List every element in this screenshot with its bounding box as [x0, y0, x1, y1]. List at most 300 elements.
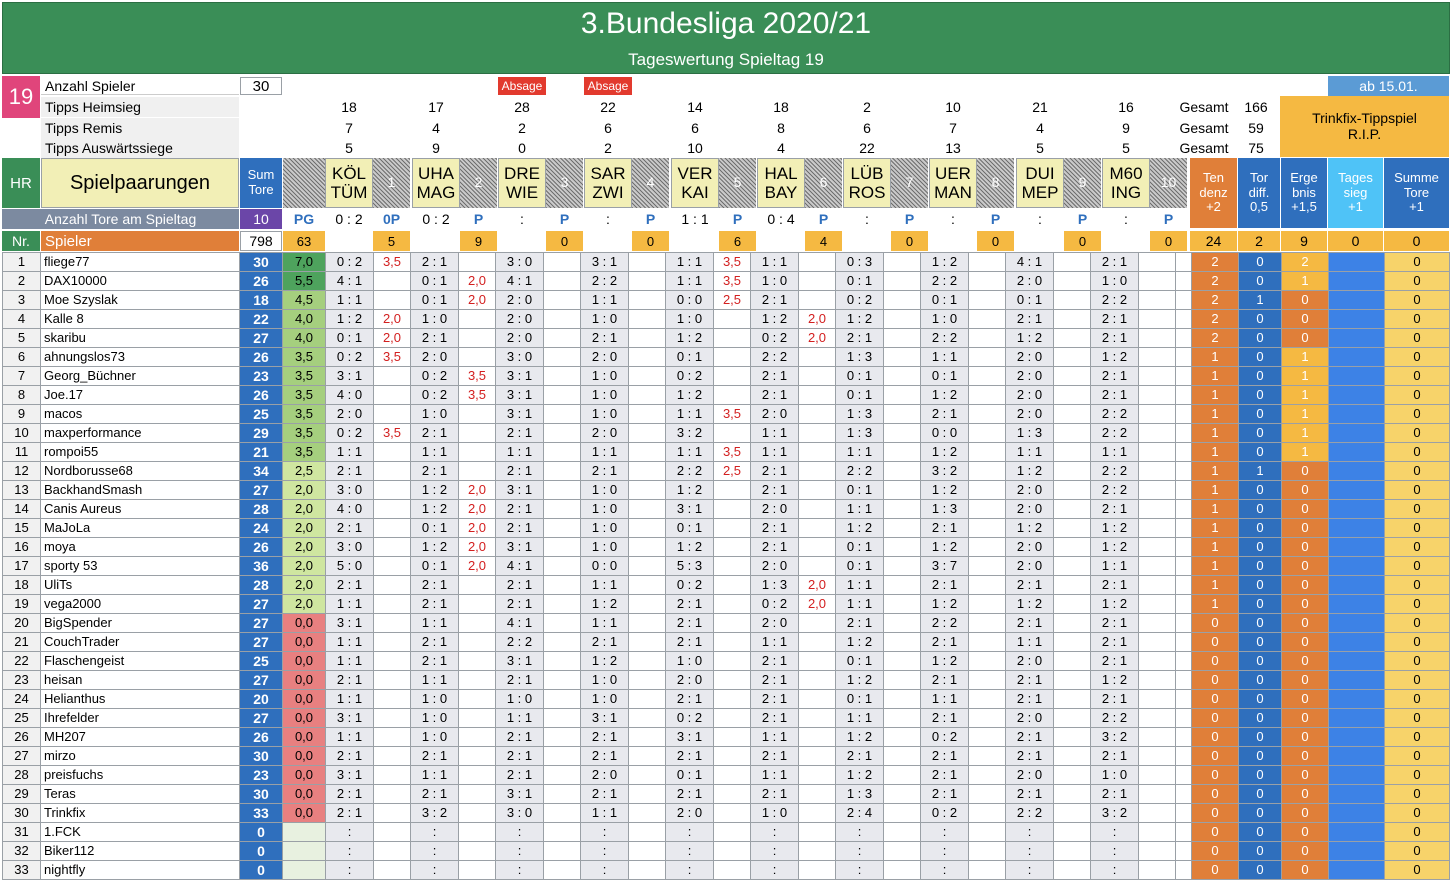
- player-tordiff: 0: [1239, 823, 1282, 842]
- player-tip: 2 : 2: [836, 462, 884, 481]
- player-tagessieg: [1329, 310, 1385, 329]
- player-tip: 2 : 1: [751, 462, 799, 481]
- player-points: [629, 329, 666, 348]
- player-sum-tore: 23: [240, 367, 283, 386]
- match-away-team: MAN: [934, 183, 972, 202]
- player-points: [969, 481, 1006, 500]
- player-tip: 2 : 0: [496, 310, 544, 329]
- player-tagessieg: [1329, 519, 1385, 538]
- player-points: [799, 690, 836, 709]
- spacer-cell: [1176, 690, 1192, 709]
- player-tendenz: 1: [1192, 576, 1239, 595]
- player-sum-tore: 20: [240, 690, 283, 709]
- player-row: [3, 481, 1450, 500]
- match-home-team: UER: [935, 163, 971, 183]
- player-tip: 1 : 2: [1091, 538, 1139, 557]
- anzahl-tore-label: Anzahl Tore am Spieltag: [2, 209, 239, 229]
- player-nr: 18: [3, 576, 41, 595]
- player-points: [969, 690, 1006, 709]
- tendenz-line1: Ten: [1203, 170, 1224, 186]
- player-points: [374, 405, 411, 424]
- player-points: [374, 291, 411, 310]
- player-tendenz: 2: [1192, 310, 1239, 329]
- player-tip: 2 : 1: [411, 747, 459, 766]
- player-nr: 28: [3, 766, 41, 785]
- player-tip: 2 : 1: [666, 595, 714, 614]
- player-tordiff: 0: [1239, 405, 1282, 424]
- match-number-label: 2: [474, 174, 483, 190]
- player-tip: 2 : 1: [751, 291, 799, 310]
- player-tip: 1 : 2: [836, 766, 884, 785]
- player-points: [884, 272, 921, 291]
- player-points: [714, 538, 751, 557]
- player-tip: 1 : 1: [411, 443, 459, 462]
- player-pg: 4,5: [283, 291, 326, 310]
- player-name: UliTs: [41, 576, 240, 595]
- player-tip: 3 : 1: [581, 709, 629, 728]
- player-tendenz: 1: [1192, 462, 1239, 481]
- player-summe-tore: 0: [1385, 614, 1450, 633]
- player-tip: 3 : 7: [921, 557, 969, 576]
- player-points: [459, 348, 496, 367]
- player-name: skaribu: [41, 329, 240, 348]
- player-points: [544, 329, 581, 348]
- player-points: [969, 842, 1006, 861]
- ergebnis-line2: bnis: [1292, 184, 1316, 200]
- player-tip: 1 : 1: [496, 709, 544, 728]
- player-name: MaJoLa: [41, 519, 240, 538]
- player-row: [3, 576, 1450, 595]
- player-tip: 3 : 1: [496, 386, 544, 405]
- player-tip: 2 : 1: [496, 500, 544, 519]
- player-name: preisfuchs: [41, 766, 240, 785]
- player-name: Kalle 8: [41, 310, 240, 329]
- player-nr: 5: [3, 329, 41, 348]
- player-tip: 5 : 0: [326, 557, 374, 576]
- player-row: [3, 804, 1450, 823]
- player-tordiff: 0: [1239, 652, 1282, 671]
- absage-badge: Absage: [584, 77, 632, 95]
- spacer-cell: [1176, 823, 1192, 842]
- player-tip: :: [581, 823, 629, 842]
- player-points: [799, 823, 836, 842]
- player-summe-tore: 0: [1385, 386, 1450, 405]
- player-sum-tore: 26: [240, 538, 283, 557]
- player-row: [3, 500, 1450, 519]
- player-tip: 1 : 1: [581, 804, 629, 823]
- player-points: [969, 424, 1006, 443]
- player-tip: :: [1091, 861, 1139, 880]
- player-tip: 1 : 1: [751, 424, 799, 443]
- player-tip: 2 : 0: [666, 671, 714, 690]
- player-points: [1139, 861, 1176, 880]
- player-tip: 1 : 1: [921, 690, 969, 709]
- match-away-team: MAG: [416, 183, 456, 202]
- player-points: [459, 310, 496, 329]
- player-tip: 0 : 2: [751, 329, 799, 348]
- player-summe-tore: 0: [1385, 861, 1450, 880]
- player-tip: 3 : 0: [496, 253, 544, 272]
- player-ergebnis: 0: [1282, 481, 1329, 500]
- player-points: [1054, 310, 1091, 329]
- player-points: 3,5: [714, 272, 751, 291]
- match-pair-6: [757, 158, 805, 208]
- player-tip: 1 : 0: [581, 386, 629, 405]
- tagessieg-line2: sieg: [1343, 184, 1368, 200]
- player-tip: 2 : 1: [1091, 614, 1139, 633]
- player-tip: 3 : 1: [666, 728, 714, 747]
- player-pg: 2,0: [283, 481, 326, 500]
- player-tip: 2 : 2: [1091, 709, 1139, 728]
- summe-tore-header: [1384, 158, 1449, 228]
- player-tip: 1 : 1: [751, 728, 799, 747]
- player-points: [799, 443, 836, 462]
- spacer-cell: [1176, 329, 1192, 348]
- player-tip: 1 : 0: [581, 500, 629, 519]
- player-points: [1054, 823, 1091, 842]
- player-points: [629, 709, 666, 728]
- player-tagessieg: [1329, 823, 1385, 842]
- player-points: [1139, 785, 1176, 804]
- player-tip: 2 : 0: [751, 500, 799, 519]
- player-row: [3, 272, 1450, 291]
- match-result: 0 : 4: [767, 211, 795, 227]
- player-points: [459, 633, 496, 652]
- player-summe-tore: 0: [1385, 747, 1450, 766]
- player-summe-tore: 0: [1385, 348, 1450, 367]
- player-tip: :: [666, 823, 714, 842]
- match-result: :: [951, 211, 955, 227]
- player-nr: 12: [3, 462, 41, 481]
- player-points: 2,0: [459, 538, 496, 557]
- gesamt-heim-value: 166: [1244, 99, 1268, 115]
- player-points: [714, 519, 751, 538]
- player-row: [3, 842, 1450, 861]
- player-tordiff: 0: [1239, 842, 1282, 861]
- player-points: [629, 766, 666, 785]
- player-tendenz: 0: [1192, 671, 1239, 690]
- player-points: [629, 405, 666, 424]
- player-pg: 4,0: [283, 329, 326, 348]
- player-nr: 30: [3, 804, 41, 823]
- player-points: [969, 671, 1006, 690]
- player-nr: 27: [3, 747, 41, 766]
- player-tip: 1 : 2: [411, 481, 459, 500]
- player-points: 3,5: [714, 253, 751, 272]
- player-nr: 14: [3, 500, 41, 519]
- player-tendenz: 1: [1192, 500, 1239, 519]
- player-tip: 1 : 1: [326, 595, 374, 614]
- player-tordiff: 0: [1239, 272, 1282, 291]
- player-tagessieg: [1329, 766, 1385, 785]
- player-points: [629, 348, 666, 367]
- player-tip: 2 : 1: [496, 766, 544, 785]
- player-points: [374, 766, 411, 785]
- match-number-label: 10: [1160, 174, 1177, 190]
- player-sum-tore: 34: [240, 462, 283, 481]
- player-tip: 1 : 1: [751, 766, 799, 785]
- player-points: [969, 253, 1006, 272]
- player-tip: 2 : 2: [496, 633, 544, 652]
- player-nr: 31: [3, 823, 41, 842]
- player-tendenz: 2: [1192, 253, 1239, 272]
- player-tip: 0 : 1: [836, 481, 884, 500]
- player-ergebnis: 1: [1282, 348, 1329, 367]
- match-number-7: [891, 158, 928, 208]
- player-tip: 3 : 1: [326, 766, 374, 785]
- spacer-cell: [1176, 443, 1192, 462]
- player-tip: 2 : 1: [1091, 329, 1139, 348]
- player-name: MH207: [41, 728, 240, 747]
- player-tendenz: 2: [1192, 272, 1239, 291]
- player-tordiff: 0: [1239, 690, 1282, 709]
- spacer-cell: [1176, 747, 1192, 766]
- player-tip: 0 : 1: [666, 766, 714, 785]
- summe-tore-line1: Summe: [1394, 170, 1439, 186]
- match-result: :: [520, 211, 524, 227]
- player-points: [884, 367, 921, 386]
- player-sum-tore: 27: [240, 329, 283, 348]
- player-sum-tore: 30: [240, 253, 283, 272]
- player-tip: 2 : 0: [1006, 367, 1054, 386]
- player-name: CouchTrader: [41, 633, 240, 652]
- player-nr: 26: [3, 728, 41, 747]
- player-points: [799, 766, 836, 785]
- player-tip: 2 : 1: [1006, 747, 1054, 766]
- tordiff-header: [1238, 158, 1280, 228]
- player-points: [969, 291, 1006, 310]
- player-tip: 2 : 2: [1091, 462, 1139, 481]
- tipps-auswaerts-count: 5: [345, 140, 353, 156]
- player-points: [799, 652, 836, 671]
- spacer-cell: [1176, 500, 1192, 519]
- player-tendenz: 0: [1192, 633, 1239, 652]
- player-tip: 0 : 0: [581, 557, 629, 576]
- player-summe-tore: 0: [1385, 405, 1450, 424]
- player-row: [3, 424, 1450, 443]
- player-tip: 2 : 0: [1006, 481, 1054, 500]
- player-points: [799, 272, 836, 291]
- player-tip: 2 : 0: [581, 424, 629, 443]
- player-tip: 1 : 2: [666, 329, 714, 348]
- player-points: [629, 443, 666, 462]
- player-points: [544, 500, 581, 519]
- match-number-4: [632, 158, 669, 208]
- player-tagessieg: [1329, 462, 1385, 481]
- player-points: 2,0: [374, 329, 411, 348]
- player-points: [1054, 367, 1091, 386]
- player-points: [544, 462, 581, 481]
- player-tendenz: 0: [1192, 709, 1239, 728]
- player-tendenz: 0: [1192, 823, 1239, 842]
- player-tip: 0 : 2: [666, 576, 714, 595]
- player-name: Moe Szyslak: [41, 291, 240, 310]
- match-number-label: 8: [991, 174, 1000, 190]
- match-tore-count: 0: [632, 231, 669, 251]
- player-points: [1139, 367, 1176, 386]
- player-tip: 0 : 2: [751, 595, 799, 614]
- player-points: 3,5: [459, 386, 496, 405]
- player-tip: 2 : 1: [921, 709, 969, 728]
- match-result: :: [1038, 211, 1042, 227]
- player-nr: 6: [3, 348, 41, 367]
- player-name: 1.FCK: [41, 823, 240, 842]
- player-points: [884, 804, 921, 823]
- player-points: [969, 386, 1006, 405]
- player-points: [629, 481, 666, 500]
- player-tagessieg: [1329, 576, 1385, 595]
- match-number-1: [373, 158, 410, 208]
- player-summe-tore: 0: [1385, 766, 1450, 785]
- player-name: vega2000: [41, 595, 240, 614]
- match-p-flag: P: [732, 211, 743, 227]
- player-points: [1054, 728, 1091, 747]
- player-points: [969, 576, 1006, 595]
- player-points: [544, 405, 581, 424]
- ergebnis-line1: Erge: [1290, 170, 1318, 186]
- player-tip: 4 : 1: [496, 557, 544, 576]
- player-tordiff: 0: [1239, 766, 1282, 785]
- player-sum-tore: 27: [240, 633, 283, 652]
- gesamt-ausw-value: 75: [1248, 140, 1264, 156]
- match-number-3: [546, 158, 583, 208]
- player-points: [629, 823, 666, 842]
- player-tip: 0 : 2: [921, 804, 969, 823]
- tordiff-line1: Tor: [1249, 170, 1269, 186]
- player-points: [884, 462, 921, 481]
- player-points: [969, 500, 1006, 519]
- tipps-auswaerts-count: 0: [518, 140, 526, 156]
- player-name: Teras: [41, 785, 240, 804]
- player-points: [1054, 253, 1091, 272]
- player-tendenz: 1: [1192, 348, 1239, 367]
- player-ergebnis: 0: [1282, 842, 1329, 861]
- player-sum-tore: 30: [240, 747, 283, 766]
- player-points: [459, 690, 496, 709]
- player-points: [1054, 766, 1091, 785]
- player-sum-tore: 27: [240, 709, 283, 728]
- player-tip: 4 : 0: [326, 386, 374, 405]
- player-pg: [283, 861, 326, 880]
- player-tagessieg: [1329, 671, 1385, 690]
- match-p-flag: P: [990, 211, 1001, 227]
- spacer-cell: [1176, 462, 1192, 481]
- player-tip: :: [496, 842, 544, 861]
- player-tagessieg: [1329, 443, 1385, 462]
- spacer-cell: [1176, 367, 1192, 386]
- player-summe-tore: 0: [1385, 595, 1450, 614]
- player-pg: [283, 823, 326, 842]
- player-tip: 1 : 0: [581, 671, 629, 690]
- tipps-remis-count: 8: [777, 120, 785, 136]
- player-points: [459, 329, 496, 348]
- match-p-flag: P: [1163, 211, 1174, 227]
- player-points: [459, 823, 496, 842]
- player-row: [3, 538, 1450, 557]
- player-row: [3, 709, 1450, 728]
- player-row: [3, 652, 1450, 671]
- player-nr: 9: [3, 405, 41, 424]
- player-tip: 1 : 2: [666, 386, 714, 405]
- player-tip: 0 : 1: [326, 329, 374, 348]
- match-tore-count: 5: [373, 231, 410, 251]
- player-points: [374, 861, 411, 880]
- player-points: [374, 804, 411, 823]
- player-tip: 2 : 1: [666, 785, 714, 804]
- match-result: :: [1124, 211, 1128, 227]
- player-points: [1139, 652, 1176, 671]
- player-tip: 2 : 2: [581, 272, 629, 291]
- match-away-team: WIE: [505, 183, 539, 202]
- player-points: [459, 652, 496, 671]
- player-ergebnis: 0: [1282, 557, 1329, 576]
- player-points: [629, 386, 666, 405]
- player-summe-tore: 0: [1385, 842, 1450, 861]
- player-points: [544, 253, 581, 272]
- player-nr: 17: [3, 557, 41, 576]
- player-name: heisan: [41, 671, 240, 690]
- player-pg: 3,5: [283, 386, 326, 405]
- player-points: [544, 823, 581, 842]
- player-points: [884, 633, 921, 652]
- player-points: [629, 842, 666, 861]
- gesamt-ausw-label: Gesamt: [1179, 140, 1229, 156]
- player-points: [969, 538, 1006, 557]
- player-points: [1054, 804, 1091, 823]
- player-points: [884, 842, 921, 861]
- trinkfix-line2: R.I.P.: [1347, 125, 1382, 142]
- player-tip: 0 : 2: [326, 348, 374, 367]
- player-points: [629, 671, 666, 690]
- player-points: [544, 804, 581, 823]
- player-row: [3, 557, 1450, 576]
- player-points: [459, 766, 496, 785]
- player-tagessieg: [1329, 272, 1385, 291]
- player-tip: 2 : 1: [921, 671, 969, 690]
- player-ergebnis: 0: [1282, 728, 1329, 747]
- player-tip: 1 : 1: [326, 652, 374, 671]
- tendenz-line3: +2: [1206, 199, 1221, 215]
- player-tip: 3 : 1: [326, 709, 374, 728]
- player-points: [544, 595, 581, 614]
- player-tagessieg: [1329, 690, 1385, 709]
- player-points: [714, 671, 751, 690]
- player-tordiff: 0: [1239, 671, 1282, 690]
- player-tip: :: [411, 861, 459, 880]
- player-points: [884, 595, 921, 614]
- player-name: DAX10000: [41, 272, 240, 291]
- player-points: [1054, 481, 1091, 500]
- player-tip: 1 : 0: [411, 405, 459, 424]
- player-points: [544, 367, 581, 386]
- player-summe-tore: 0: [1385, 576, 1450, 595]
- spacer-cell: [1176, 766, 1192, 785]
- player-tip: 0 : 1: [836, 690, 884, 709]
- player-tip: 1 : 1: [921, 348, 969, 367]
- player-tip: 0 : 2: [411, 386, 459, 405]
- match-number-5: [719, 158, 756, 208]
- player-points: [884, 614, 921, 633]
- player-tip: 2 : 1: [326, 519, 374, 538]
- player-tip: 4 : 1: [496, 272, 544, 291]
- player-tip: 1 : 0: [411, 690, 459, 709]
- player-points: 2,0: [799, 310, 836, 329]
- player-tip: 1 : 2: [1006, 519, 1054, 538]
- player-summe-tore: 0: [1385, 481, 1450, 500]
- tipps-heimsieg-count: 10: [945, 99, 961, 115]
- player-tip: 2 : 1: [411, 253, 459, 272]
- player-row: [3, 690, 1450, 709]
